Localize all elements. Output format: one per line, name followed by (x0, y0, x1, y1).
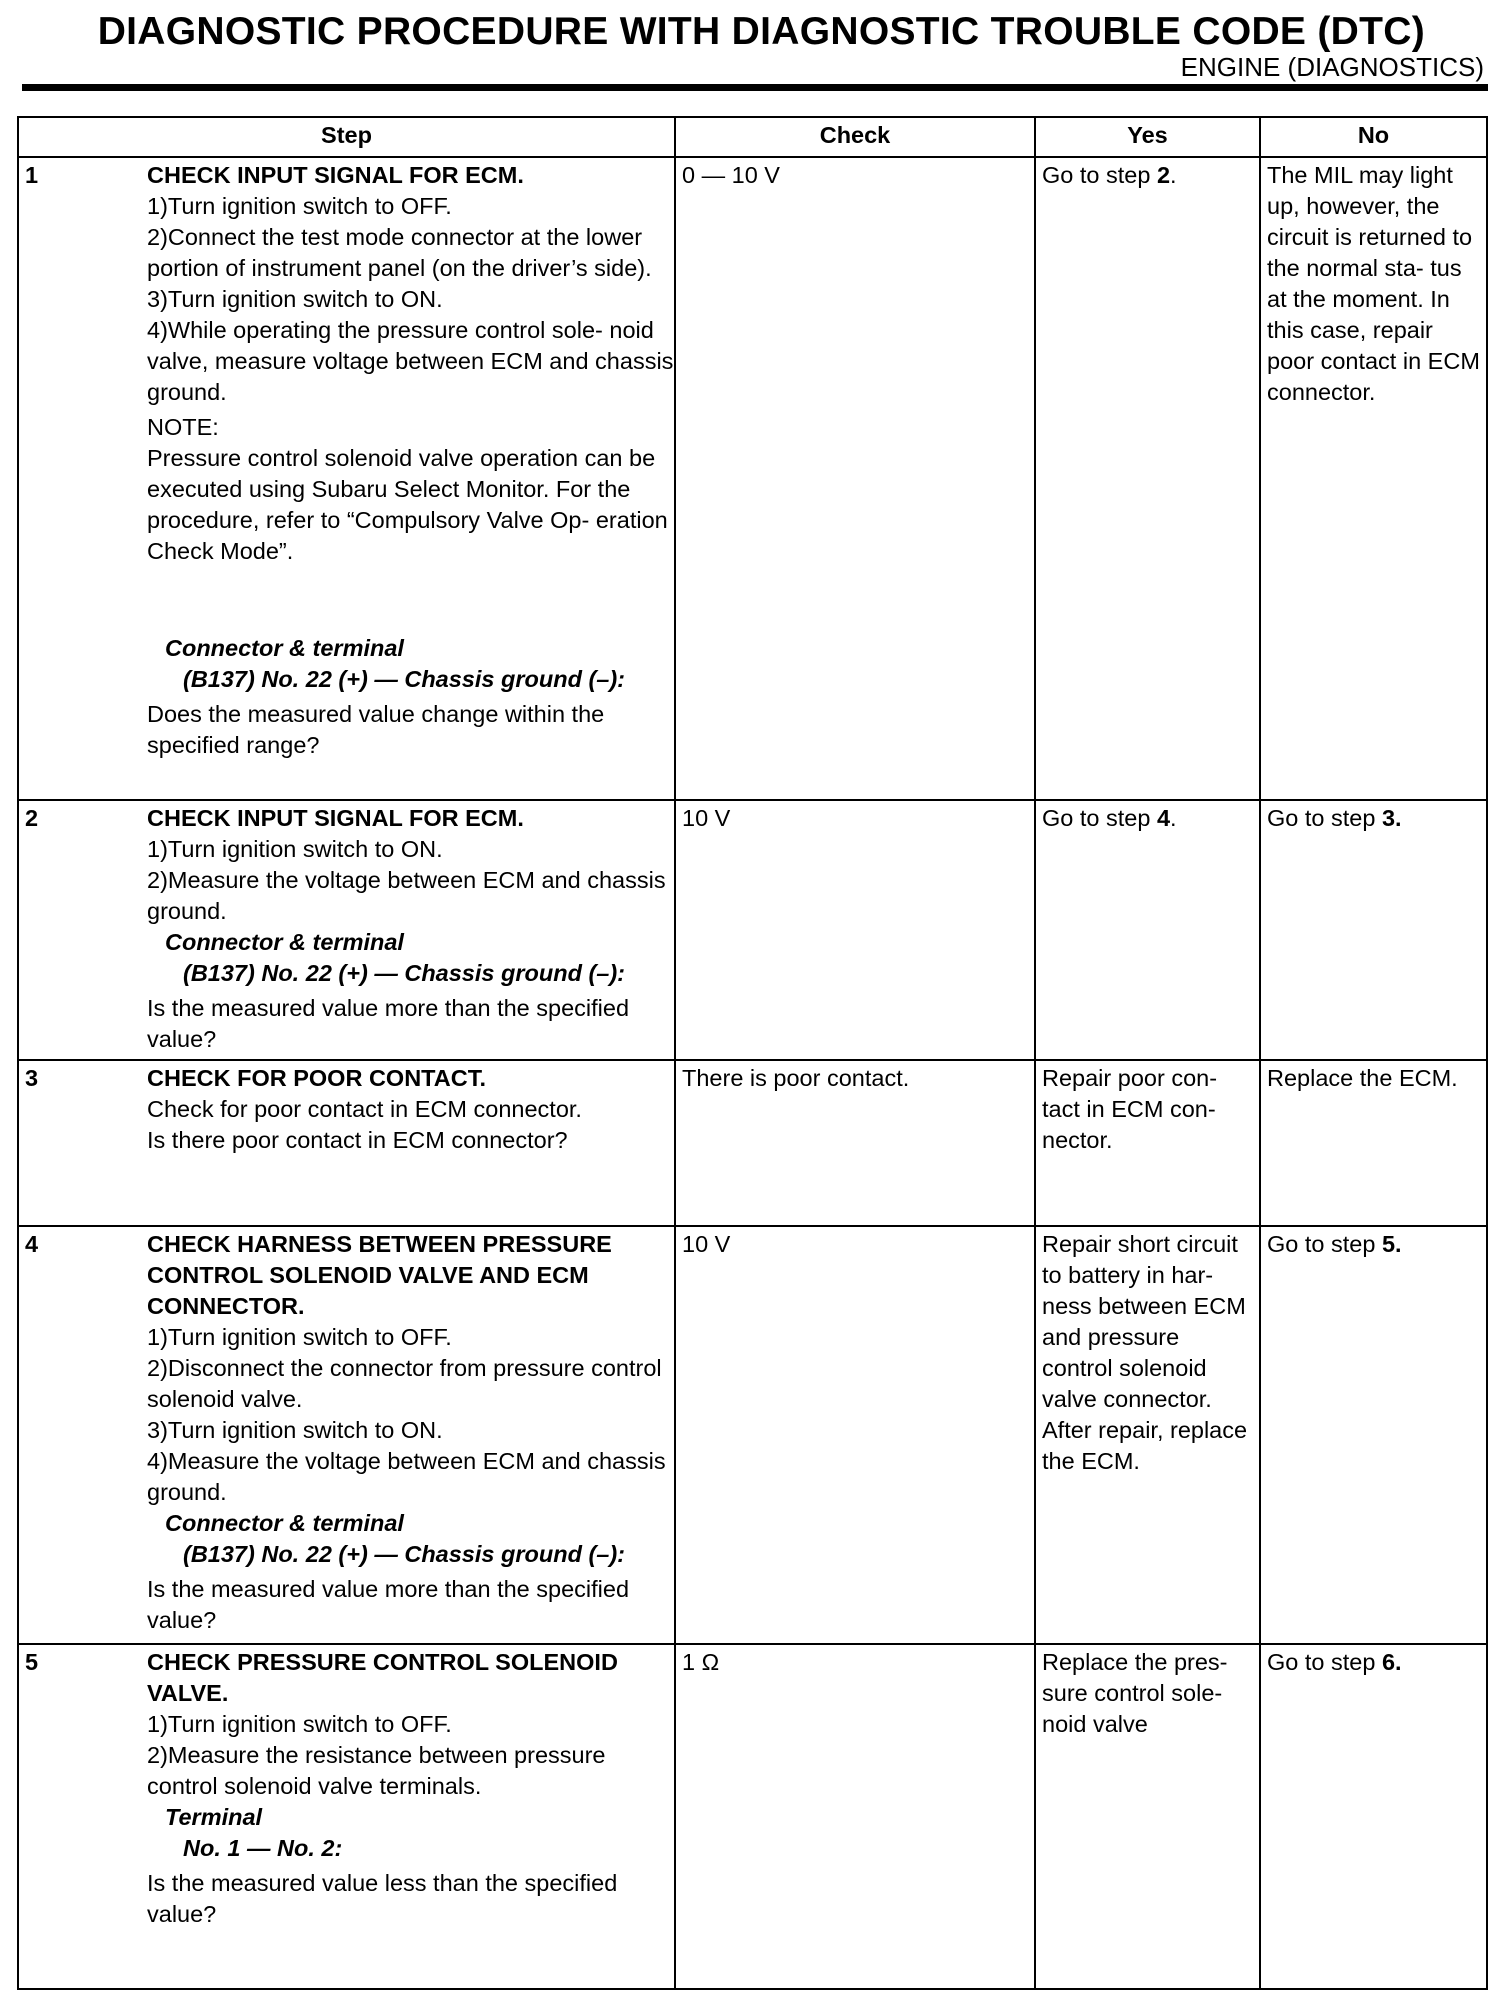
yes-step-ref: 2 (1156, 162, 1171, 188)
section-subtitle: ENGINE (DIAGNOSTICS) (1180, 52, 1484, 82)
step-title: CHECK FOR POOR CONTACT. (147, 1065, 487, 1091)
yes-cell: Go to step 2. (1035, 157, 1260, 800)
table-row (18, 1644, 1487, 1989)
no-step-ref: 5 (1381, 1231, 1396, 1257)
table-row (18, 1226, 1487, 1644)
no-cell: Go to step 5. (1260, 1226, 1487, 1644)
no-text: Go to step (1267, 1231, 1382, 1257)
step-instruction: 1)Turn ignition switch to OFF. (147, 193, 452, 219)
connector-spec: (B137) No. 22 (+) — Chassis ground (–): (183, 666, 626, 692)
no-cell: The MIL may light up, however, the circuit is returned to the normal sta- tus at the moment. In this case, repair poor contact in ECM connector. (1260, 157, 1487, 800)
connector-heading: Connector & terminal (165, 635, 404, 661)
step-question: Is the measured value more than the specified value? (147, 995, 630, 1052)
no-cell: Replace the ECM. (1260, 1060, 1487, 1226)
yes-cell: Repair short circuit to battery in har- ness between ECM and pressure control solenoid valve connector. After repair, replace the ECM. (1035, 1226, 1260, 1644)
yes-step-ref: 4 (1156, 805, 1171, 831)
step-number: 3 (25, 1065, 39, 1091)
step-question: Is the measured value less than the specified value? (147, 1870, 618, 1927)
diagnostic-table (17, 116, 1488, 1990)
column-header-check: Check (675, 117, 1035, 157)
check-cell: 0 — 10 V (675, 157, 1035, 800)
column-header-no: No (1260, 117, 1487, 157)
step-instruction: Check for poor contact in ECM connector. (147, 1096, 582, 1122)
step-instruction: 2)Disconnect the connector from pressure control solenoid valve. (147, 1355, 662, 1412)
no-step-ref: 3 (1381, 805, 1396, 831)
step-title: CHECK INPUT SIGNAL FOR ECM. (147, 162, 524, 188)
yes-text: Go to step (1042, 162, 1157, 188)
connector-spec: (B137) No. 22 (+) — Chassis ground (–): (183, 1541, 626, 1567)
table-row (18, 1060, 1487, 1226)
step-instruction: 1)Turn ignition switch to OFF. (147, 1324, 452, 1350)
connector-heading: Connector & terminal (165, 1510, 404, 1536)
no-step-ref: 6 (1381, 1649, 1396, 1675)
step-question: Is the measured value more than the specified value? (147, 1576, 630, 1633)
check-cell: 1 Ω (675, 1644, 1035, 1989)
step-instruction: 2)Connect the test mode connector at the lower portion of instrument panel (on the driver’s side). (147, 224, 652, 281)
step-instruction: 3)Turn ignition switch to ON. (147, 286, 443, 312)
connector-spec: (B137) No. 22 (+) — Chassis ground (–): (183, 960, 626, 986)
yes-text: Go to step (1042, 805, 1157, 831)
step-title: CHECK PRESSURE CONTROL SOLENOID VALVE. (147, 1649, 618, 1706)
no-text: Go to step (1267, 1649, 1382, 1675)
step-number: 4 (25, 1231, 39, 1257)
step-cell (18, 1060, 675, 1226)
note-text: Pressure control solenoid valve operation can be executed using Subaru Select Monitor. For the procedure, refer to “Compulsory Valve Op- eration Check Mode”. (147, 445, 668, 564)
step-instruction: 1)Turn ignition switch to OFF. (147, 1711, 452, 1737)
connector-heading: Connector & terminal (165, 929, 404, 955)
column-header-yes: Yes (1035, 117, 1260, 157)
step-cell (18, 800, 675, 1060)
step-title: CHECK HARNESS BETWEEN PRESSURE CONTROL SOLENOID VALVE AND ECM CONNECTOR. (147, 1231, 612, 1319)
connector-heading: Terminal (165, 1804, 263, 1830)
table-row (18, 800, 1487, 1060)
step-cell (18, 1226, 675, 1644)
step-instruction: 1)Turn ignition switch to ON. (147, 836, 443, 862)
yes-cell: Go to step 4. (1035, 800, 1260, 1060)
step-cell (18, 1644, 675, 1989)
step-number: 2 (25, 805, 39, 831)
page-title: DIAGNOSTIC PROCEDURE WITH DIAGNOSTIC TROUBLE CODE (DTC) (97, 10, 1425, 53)
check-cell: There is poor contact. (675, 1060, 1035, 1226)
connector-spec: No. 1 — No. 2: (183, 1835, 343, 1861)
check-cell: 10 V (675, 800, 1035, 1060)
step-number: 5 (25, 1649, 39, 1675)
note-heading: NOTE: (147, 414, 219, 440)
step-instruction: 4)While operating the pressure control sole- noid valve, measure voltage between ECM and chassis ground. (147, 317, 674, 405)
no-cell: Go to step 6. (1260, 1644, 1487, 1989)
step-instruction: 2)Measure the resistance between pressure control solenoid valve terminals. (147, 1742, 606, 1799)
check-cell: 10 V (675, 1226, 1035, 1644)
table-header-row (18, 117, 1487, 157)
table-row (18, 157, 1487, 800)
step-instruction: 3)Turn ignition switch to ON. (147, 1417, 443, 1443)
step-title: CHECK INPUT SIGNAL FOR ECM. (147, 805, 524, 831)
step-instruction: 2)Measure the voltage between ECM and chassis ground. (147, 867, 666, 924)
no-text: Go to step (1267, 805, 1382, 831)
header-divider (22, 84, 1488, 91)
step-question: Does the measured value change within the specified range? (147, 701, 605, 758)
step-instruction: 4)Measure the voltage between ECM and chassis ground. (147, 1448, 666, 1505)
yes-cell: Replace the pres- sure control sole- noid valve (1035, 1644, 1260, 1989)
no-cell: Go to step 3. (1260, 800, 1487, 1060)
column-header-step: Step (18, 117, 675, 157)
step-cell (18, 157, 675, 800)
step-number: 1 (25, 162, 39, 188)
step-question: Is there poor contact in ECM connector? (147, 1127, 568, 1153)
yes-cell: Repair poor con- tact in ECM con- nector. (1035, 1060, 1260, 1226)
